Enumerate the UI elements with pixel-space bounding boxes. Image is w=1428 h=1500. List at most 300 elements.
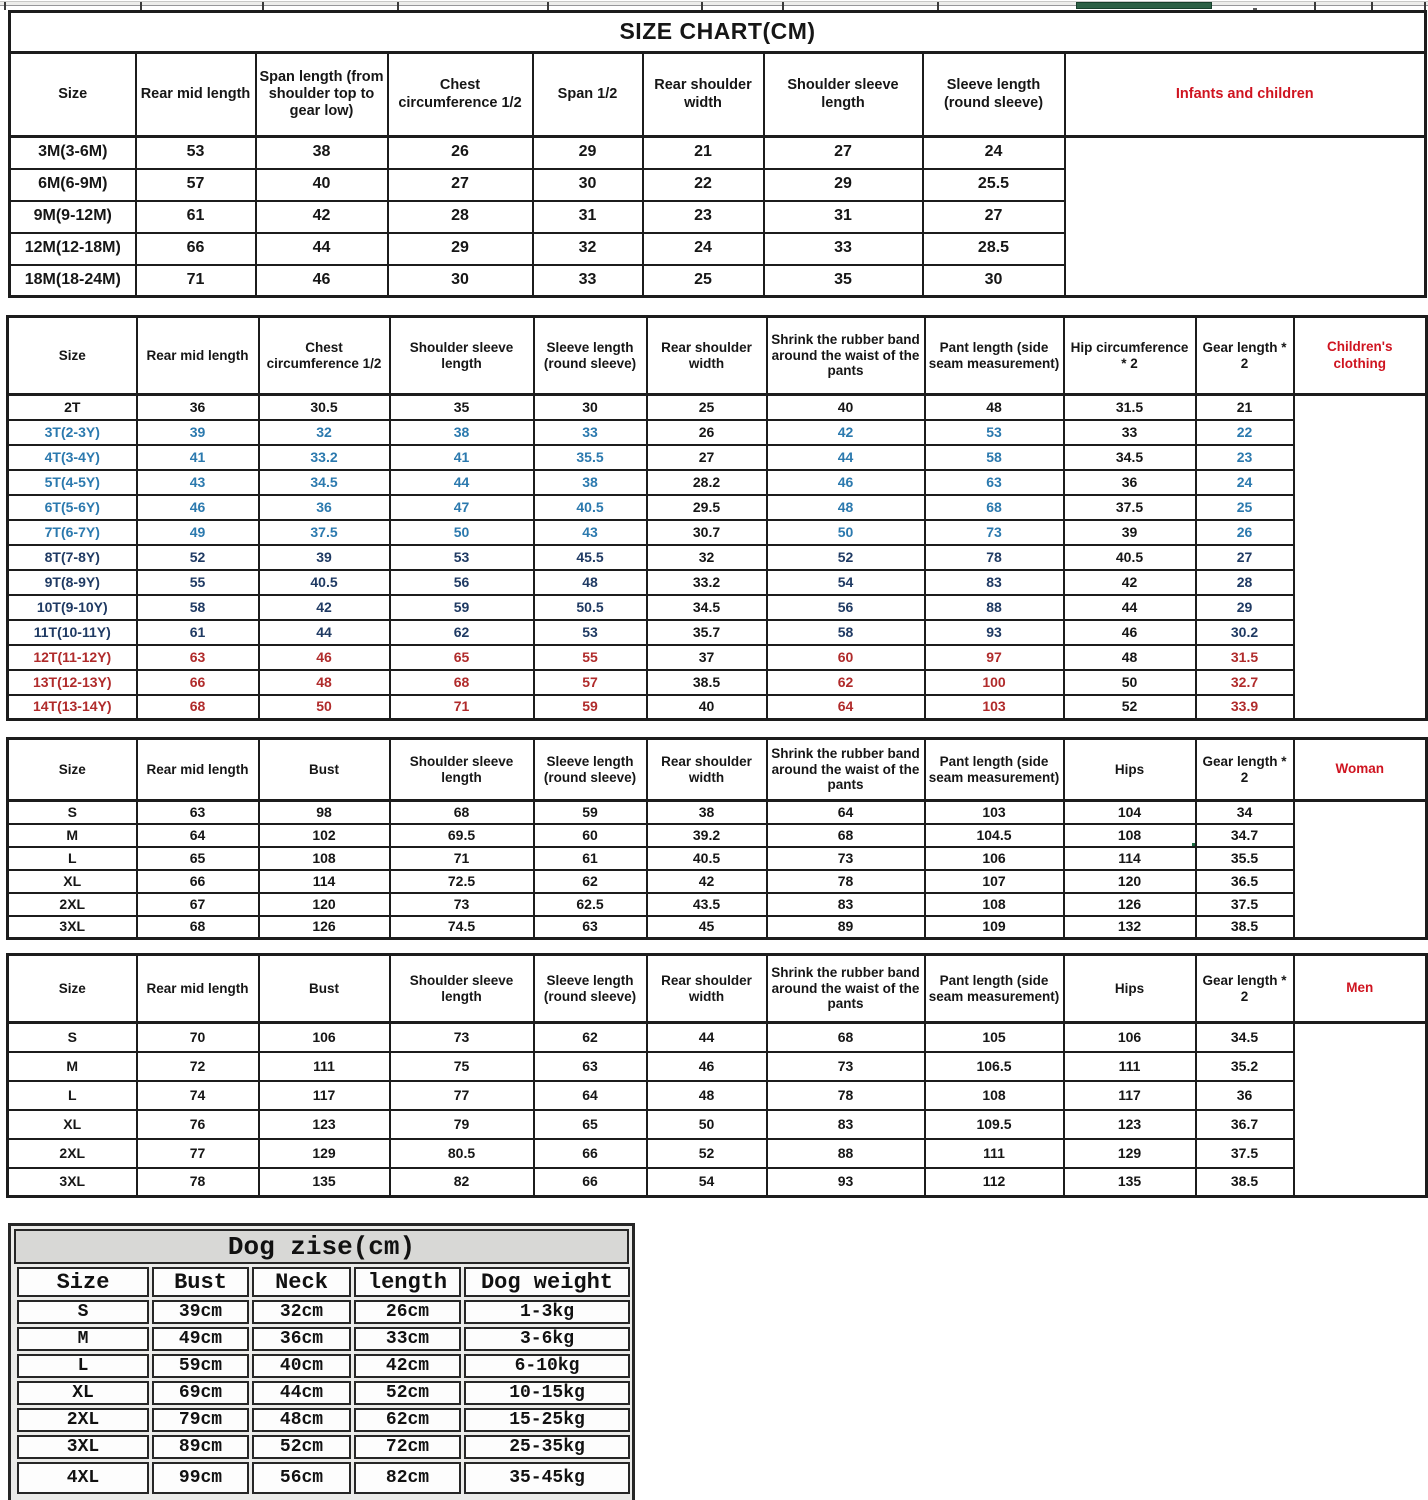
value-cell: 34.7	[1196, 824, 1294, 847]
value-cell: 78	[767, 870, 925, 893]
table-row	[8, 1023, 1427, 1052]
size-cell: S	[8, 801, 137, 824]
column-header: Pant length (side seam measurement)	[925, 955, 1064, 1023]
value-cell: 108	[259, 847, 390, 870]
value-cell: 98	[259, 801, 390, 824]
value-cell: 65	[390, 645, 534, 670]
value-cell: 33	[764, 233, 923, 265]
value-cell: 22	[643, 169, 764, 201]
value-cell: 48	[534, 570, 647, 595]
size-cell: 6M(6-9M)	[10, 169, 136, 201]
value-cell: 34.5	[1196, 1023, 1294, 1052]
green-border-artifact	[1076, 2, 1212, 9]
size-cell: XL	[17, 1381, 149, 1405]
table-row	[8, 445, 1427, 470]
value-cell: 62.5	[534, 893, 647, 916]
value-cell: 40.5	[647, 847, 767, 870]
table-row	[8, 495, 1427, 520]
table-row	[10, 169, 1426, 201]
size-cell: L	[8, 847, 137, 870]
value-cell: 89	[767, 916, 925, 939]
column-header: Rear shoulder width	[643, 53, 764, 137]
size-cell: 13T(12-13Y)	[8, 670, 137, 695]
column-header: Gear length * 2	[1196, 739, 1294, 801]
value-cell: 42	[647, 870, 767, 893]
value-cell: 44	[259, 620, 390, 645]
table-row	[8, 893, 1427, 916]
column-header: Pant length (side seam measurement)	[925, 739, 1064, 801]
value-cell: 76	[137, 1110, 259, 1139]
value-cell: 59cm	[152, 1354, 249, 1378]
value-cell: 33cm	[354, 1327, 461, 1351]
size-cell: L	[17, 1354, 149, 1378]
value-cell: 39.2	[647, 824, 767, 847]
value-cell: 34.5	[1064, 445, 1196, 470]
table-row	[8, 595, 1427, 620]
value-cell: 105	[925, 1023, 1064, 1052]
group-label: Infants and children	[1065, 53, 1426, 137]
dog-size-table-panel	[8, 1223, 635, 1500]
value-cell: 40	[256, 169, 388, 201]
value-cell: 48	[1064, 645, 1196, 670]
value-cell: 29	[388, 233, 533, 265]
value-cell: 103	[925, 695, 1064, 720]
value-cell: 72	[137, 1052, 259, 1081]
value-cell: 38	[390, 420, 534, 445]
value-cell: 100	[925, 670, 1064, 695]
table-row	[8, 420, 1427, 445]
value-cell: 33	[533, 265, 643, 297]
size-cell: 3XL	[8, 1168, 137, 1197]
column-header: Shrink the rubber band around the waist of the pants	[767, 955, 925, 1023]
value-cell: 38	[534, 470, 647, 495]
value-cell: 22	[1196, 420, 1294, 445]
value-cell: 35.5	[534, 445, 647, 470]
value-cell: 71	[390, 847, 534, 870]
value-cell: 60	[534, 824, 647, 847]
value-cell: 35.2	[1196, 1052, 1294, 1081]
size-cell: 9T(8-9Y)	[8, 570, 137, 595]
value-cell: 48	[259, 670, 390, 695]
value-cell: 37.5	[1196, 1139, 1294, 1168]
value-cell: 27	[1196, 545, 1294, 570]
table-row	[8, 570, 1427, 595]
value-cell: 40.5	[259, 570, 390, 595]
value-cell: 36	[1064, 470, 1196, 495]
grid-tick	[1371, 2, 1373, 10]
value-cell: 114	[1064, 847, 1196, 870]
value-cell: 25	[1196, 495, 1294, 520]
value-cell: 48	[925, 395, 1064, 420]
dog-size-table	[14, 1264, 633, 1497]
size-cell: XL	[8, 1110, 137, 1139]
value-cell: 53	[534, 620, 647, 645]
table-row	[8, 801, 1427, 824]
column-header: Shoulder sleeve length	[390, 955, 534, 1023]
value-cell: 79	[390, 1110, 534, 1139]
value-cell: 69cm	[152, 1381, 249, 1405]
column-header: Span 1/2	[533, 53, 643, 137]
value-cell: 44	[1064, 595, 1196, 620]
value-cell: 24	[1196, 470, 1294, 495]
table-row	[8, 645, 1427, 670]
column-header: Rear shoulder width	[647, 955, 767, 1023]
value-cell: 68	[137, 916, 259, 939]
value-cell: 53	[925, 420, 1064, 445]
value-cell: 68	[137, 695, 259, 720]
value-cell: 74	[137, 1081, 259, 1110]
table-row	[8, 395, 1427, 420]
value-cell: 61	[136, 201, 256, 233]
column-header: Gear length * 2	[1196, 317, 1294, 395]
value-cell: 46	[256, 265, 388, 297]
value-cell: 34	[1196, 801, 1294, 824]
value-cell: 44	[647, 1023, 767, 1052]
value-cell: 63	[137, 645, 259, 670]
value-cell: 52cm	[354, 1381, 461, 1405]
size-cell: S	[17, 1300, 149, 1324]
value-cell: 32.7	[1196, 670, 1294, 695]
value-cell: 25.5	[923, 169, 1065, 201]
value-cell: 42	[767, 420, 925, 445]
value-cell: 35	[390, 395, 534, 420]
column-header: length	[354, 1267, 461, 1297]
value-cell: 72.5	[390, 870, 534, 893]
value-cell: 132	[1064, 916, 1196, 939]
table-row	[8, 1139, 1427, 1168]
value-cell: 59	[390, 595, 534, 620]
value-cell: 38.5	[647, 670, 767, 695]
size-cell: 7T(6-7Y)	[8, 520, 137, 545]
value-cell: 49cm	[152, 1327, 249, 1351]
size-cell: S	[8, 1023, 137, 1052]
value-cell: 82	[390, 1168, 534, 1197]
value-cell: 114	[259, 870, 390, 893]
value-cell: 46	[259, 645, 390, 670]
size-cell: 12M(12-18M)	[10, 233, 136, 265]
value-cell: 108	[925, 1081, 1064, 1110]
value-cell: 83	[925, 570, 1064, 595]
value-cell: 35-45kg	[464, 1462, 630, 1494]
value-cell: 34.5	[647, 595, 767, 620]
value-cell: 50.5	[534, 595, 647, 620]
value-cell: 78	[767, 1081, 925, 1110]
size-cell: 2XL	[17, 1408, 149, 1432]
value-cell: 26	[388, 137, 533, 169]
value-cell: 32	[259, 420, 390, 445]
value-cell: 44	[256, 233, 388, 265]
column-header: Span length (from shoulder top to gear low)	[256, 53, 388, 137]
value-cell: 123	[1064, 1110, 1196, 1139]
value-cell: 63	[534, 916, 647, 939]
value-cell: 36cm	[252, 1327, 351, 1351]
size-cell: XL	[8, 870, 137, 893]
value-cell: 28.5	[923, 233, 1065, 265]
column-header: Sleeve length (round sleeve)	[923, 53, 1065, 137]
value-cell: 63	[534, 1052, 647, 1081]
value-cell: 39	[259, 545, 390, 570]
value-cell: 82cm	[354, 1462, 461, 1494]
value-cell: 72cm	[354, 1435, 461, 1459]
value-cell: 21	[643, 137, 764, 169]
value-cell: 44	[390, 470, 534, 495]
value-cell: 40	[767, 395, 925, 420]
value-cell: 56cm	[252, 1462, 351, 1494]
value-cell: 58	[767, 620, 925, 645]
size-cell: M	[8, 1052, 137, 1081]
size-cell: 14T(13-14Y)	[8, 695, 137, 720]
value-cell: 66	[534, 1139, 647, 1168]
column-header: Bust	[152, 1267, 249, 1297]
column-header: Hip circumference * 2	[1064, 317, 1196, 395]
value-cell: 42cm	[354, 1354, 461, 1378]
size-cell: 10T(9-10Y)	[8, 595, 137, 620]
value-cell: 70	[137, 1023, 259, 1052]
column-header: Shrink the rubber band around the waist of the pants	[767, 317, 925, 395]
column-header: Shoulder sleeve length	[764, 53, 923, 137]
column-header: Neck	[252, 1267, 351, 1297]
value-cell: 93	[925, 620, 1064, 645]
table-row	[8, 1081, 1427, 1110]
value-cell: 52cm	[252, 1435, 351, 1459]
value-cell: 55	[534, 645, 647, 670]
value-cell: 35.5	[1196, 847, 1294, 870]
value-cell: 36	[137, 395, 259, 420]
value-cell: 129	[1064, 1139, 1196, 1168]
table-row	[17, 1354, 630, 1378]
size-cell: 4T(3-4Y)	[8, 445, 137, 470]
grid-tick	[140, 2, 142, 10]
value-cell: 43	[137, 470, 259, 495]
size-cell: 3XL	[17, 1435, 149, 1459]
value-cell: 52	[647, 1139, 767, 1168]
value-cell: 80.5	[390, 1139, 534, 1168]
value-cell: 37.5	[1196, 893, 1294, 916]
size-cell: 11T(10-11Y)	[8, 620, 137, 645]
value-cell: 67	[137, 893, 259, 916]
value-cell: 30	[388, 265, 533, 297]
value-cell: 79cm	[152, 1408, 249, 1432]
value-cell: 53	[136, 137, 256, 169]
header-row	[17, 1267, 630, 1297]
value-cell: 29	[533, 137, 643, 169]
value-cell: 23	[643, 201, 764, 233]
size-cell: M	[17, 1327, 149, 1351]
value-cell: 46	[137, 495, 259, 520]
table-row	[8, 1052, 1427, 1081]
value-cell: 21	[1196, 395, 1294, 420]
value-cell: 25-35kg	[464, 1435, 630, 1459]
value-cell: 31.5	[1196, 645, 1294, 670]
table-row	[10, 265, 1426, 297]
value-cell: 104	[1064, 801, 1196, 824]
value-cell: 120	[259, 893, 390, 916]
value-cell: 88	[925, 595, 1064, 620]
value-cell: 38.5	[1196, 916, 1294, 939]
value-cell: 129	[259, 1139, 390, 1168]
value-cell: 61	[534, 847, 647, 870]
column-header: Size	[8, 955, 137, 1023]
table-row	[8, 870, 1427, 893]
grid-tick	[1314, 2, 1316, 10]
column-header: Size	[17, 1267, 149, 1297]
grid-tick	[937, 2, 939, 10]
table-row	[8, 520, 1427, 545]
column-header: Hips	[1064, 739, 1196, 801]
value-cell: 61	[137, 620, 259, 645]
value-cell: 31.5	[1064, 395, 1196, 420]
value-cell: 43	[534, 520, 647, 545]
men-size-table	[6, 953, 1428, 1198]
table-row	[17, 1300, 630, 1324]
value-cell: 62	[534, 870, 647, 893]
value-cell: 50	[767, 520, 925, 545]
value-cell: 41	[390, 445, 534, 470]
value-cell: 126	[259, 916, 390, 939]
column-header: Rear mid length	[137, 955, 259, 1023]
value-cell: 64	[137, 824, 259, 847]
value-cell: 26	[647, 420, 767, 445]
size-cell: M	[8, 824, 137, 847]
value-cell: 68	[390, 801, 534, 824]
value-cell: 42	[1064, 570, 1196, 595]
value-cell: 45	[647, 916, 767, 939]
value-cell: 62	[390, 620, 534, 645]
value-cell: 103	[925, 801, 1064, 824]
size-cell: L	[8, 1081, 137, 1110]
table-row	[8, 620, 1427, 645]
size-cell: 6T(5-6Y)	[8, 495, 137, 520]
value-cell: 40cm	[252, 1354, 351, 1378]
value-cell: 55	[137, 570, 259, 595]
value-cell: 43.5	[647, 893, 767, 916]
value-cell: 46	[767, 470, 925, 495]
value-cell: 37.5	[259, 520, 390, 545]
table-row	[17, 1435, 630, 1459]
value-cell: 78	[925, 545, 1064, 570]
value-cell: 73	[390, 893, 534, 916]
value-cell: 66	[136, 233, 256, 265]
value-cell: 89cm	[152, 1435, 249, 1459]
table-row	[17, 1381, 630, 1405]
value-cell: 104.5	[925, 824, 1064, 847]
value-cell: 33.2	[259, 445, 390, 470]
value-cell: 44	[767, 445, 925, 470]
group-label: Children's clothing	[1294, 317, 1427, 395]
column-header: Shoulder sleeve length	[390, 317, 534, 395]
value-cell: 37.5	[1064, 495, 1196, 520]
value-cell: 39	[137, 420, 259, 445]
value-cell: 106	[259, 1023, 390, 1052]
value-cell: 54	[767, 570, 925, 595]
value-cell: 77	[137, 1139, 259, 1168]
value-cell: 33.2	[647, 570, 767, 595]
value-cell: 106	[1064, 1023, 1196, 1052]
value-cell: 56	[767, 595, 925, 620]
value-cell: 45.5	[534, 545, 647, 570]
size-cell: 3XL	[8, 916, 137, 939]
value-cell: 37	[647, 645, 767, 670]
value-cell: 88	[767, 1139, 925, 1168]
value-cell: 52	[767, 545, 925, 570]
value-cell: 42	[256, 201, 388, 233]
value-cell: 56	[390, 570, 534, 595]
value-cell: 30	[533, 169, 643, 201]
value-cell: 111	[925, 1139, 1064, 1168]
value-cell: 59	[534, 695, 647, 720]
value-cell: 27	[388, 169, 533, 201]
size-cell: 3T(2-3Y)	[8, 420, 137, 445]
value-cell: 111	[1064, 1052, 1196, 1081]
column-header: Size	[10, 53, 136, 137]
value-cell: 126	[1064, 893, 1196, 916]
table-row	[8, 847, 1427, 870]
grid-tick	[397, 2, 399, 10]
column-header: Sleeve length (round sleeve)	[534, 955, 647, 1023]
table-row	[8, 695, 1427, 720]
value-cell: 99cm	[152, 1462, 249, 1494]
value-cell: 48	[767, 495, 925, 520]
value-cell: 25	[643, 265, 764, 297]
column-header: Size	[8, 317, 137, 395]
grid-tick	[1424, 2, 1426, 10]
value-cell: 50	[1064, 670, 1196, 695]
group-label: Men	[1294, 955, 1427, 1023]
group-label: Woman	[1294, 739, 1427, 801]
column-header: Bust	[259, 739, 390, 801]
value-cell: 66	[137, 870, 259, 893]
size-chart-title: SIZE CHART(CM)	[10, 12, 1426, 53]
value-cell: 39	[1064, 520, 1196, 545]
infants-size-table	[8, 10, 1427, 298]
spreadsheet-gridline-strip	[0, 1, 1428, 6]
value-cell: 64	[767, 801, 925, 824]
value-cell: 30	[923, 265, 1065, 297]
value-cell: 36	[259, 495, 390, 520]
column-header: Bust	[259, 955, 390, 1023]
value-cell: 71	[390, 695, 534, 720]
value-cell: 135	[259, 1168, 390, 1197]
value-cell: 69.5	[390, 824, 534, 847]
value-cell: 49	[137, 520, 259, 545]
value-cell: 29.5	[647, 495, 767, 520]
value-cell: 52	[1064, 695, 1196, 720]
value-cell: 52	[137, 545, 259, 570]
value-cell: 36.5	[1196, 870, 1294, 893]
value-cell: 26	[1196, 520, 1294, 545]
value-cell: 40	[647, 695, 767, 720]
value-cell: 120	[1064, 870, 1196, 893]
value-cell: 33.9	[1196, 695, 1294, 720]
header-row	[8, 739, 1427, 801]
value-cell: 59	[534, 801, 647, 824]
value-cell: 73	[390, 1023, 534, 1052]
children-size-table	[6, 315, 1428, 721]
value-cell: 102	[259, 824, 390, 847]
value-cell: 63	[137, 801, 259, 824]
table-row	[10, 137, 1426, 169]
value-cell: 26cm	[354, 1300, 461, 1324]
value-cell: 34.5	[259, 470, 390, 495]
value-cell: 62	[534, 1023, 647, 1052]
value-cell: 65	[534, 1110, 647, 1139]
table-row	[8, 1168, 1427, 1197]
value-cell: 108	[925, 893, 1064, 916]
value-cell: 64	[767, 695, 925, 720]
value-cell: 47	[390, 495, 534, 520]
value-cell: 97	[925, 645, 1064, 670]
size-cell: 18M(18-24M)	[10, 265, 136, 297]
